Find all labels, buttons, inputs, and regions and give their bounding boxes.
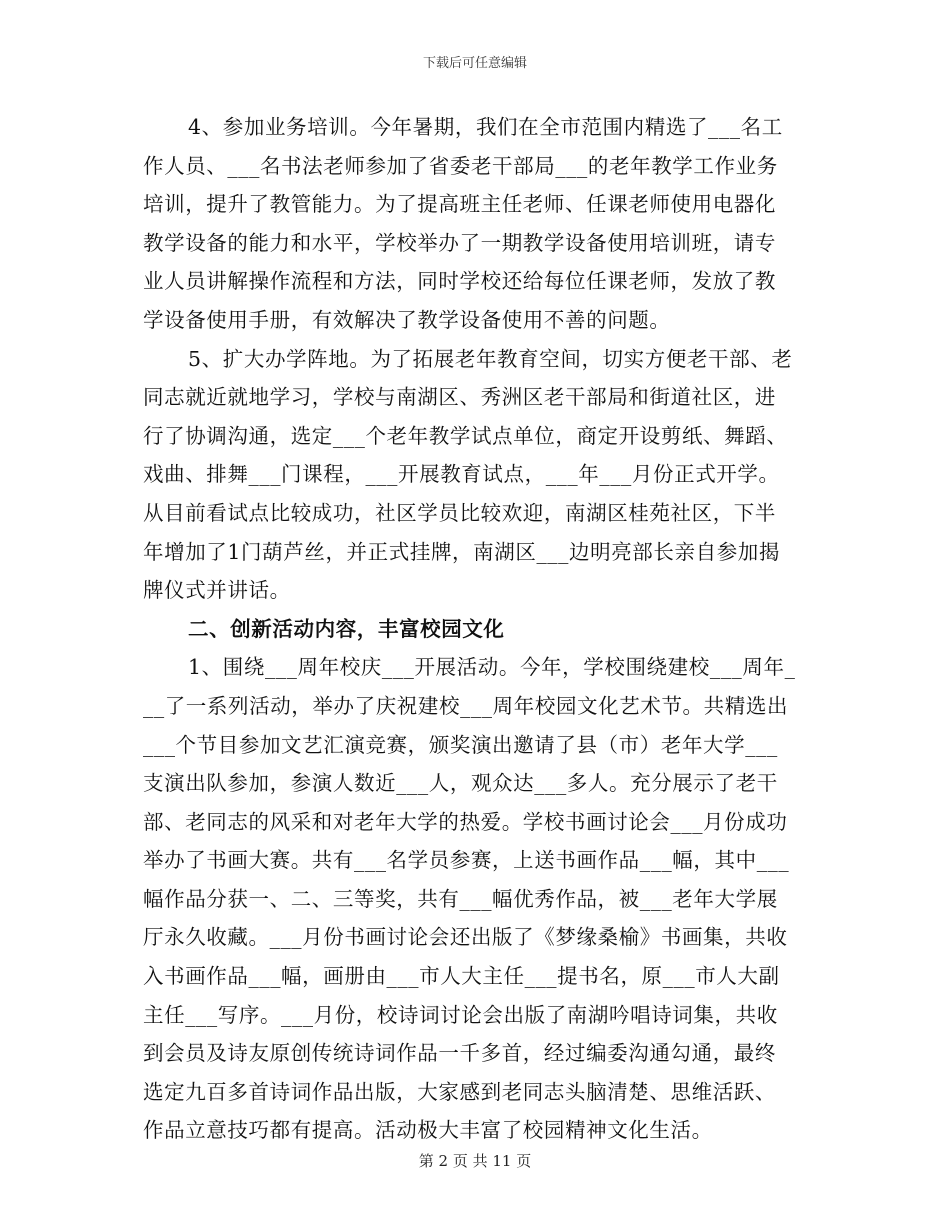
paragraph-line: 培训，提升了教管能力。为了提高班主任老师、任课老师使用电器化	[143, 192, 776, 217]
paragraph-line: 入书画作品___幅，画册由___市人大主任___提书名，原___市人大副	[143, 964, 780, 989]
paragraph-line: 1、围绕___周年校庆___开展活动。今年，学校围绕建校___周年_	[188, 655, 796, 680]
paragraph-line: 行了协调沟通，选定___个老年教学试点单位，商定开设剪纸、舞蹈、	[143, 423, 788, 448]
paragraph-line: 牌仪式并讲话。	[143, 578, 291, 603]
paragraph-line: __了一系列活动，举办了庆祝建校___周年校园文化艺术节。共精选出	[143, 693, 789, 718]
paragraph-line: 举办了书画大赛。共有___名学员参赛，上送书画作品___幅，其中___	[143, 848, 790, 873]
paragraph-line: 主任___写序。___月份，校诗词讨论会出版了南湖吟唱诗词集，共收	[143, 1002, 778, 1027]
paragraph-line: 选定九百多首诗词作品出版，大家感到老同志头脑清楚、思维活跃、	[143, 1079, 776, 1104]
page-footer: 第 2 页 共 11 页	[418, 1152, 532, 1170]
paragraph-line: 幅作品分获一、二、三等奖，共有___幅优秀作品，被___老年大学展	[143, 886, 778, 911]
paragraph-line: 学设备使用手册，有效解决了教学设备使用不善的问题。	[143, 307, 671, 332]
page-header: 下载后可任意编辑	[422, 56, 527, 71]
document-body	[143, 108, 807, 1150]
paragraph-line: 同志就近就地学习，学校与南湖区、秀洲区老干部局和街道社区，进	[143, 385, 776, 410]
paragraph-line: 到会员及诗友原创传统诗词作品一千多首，经过编委沟通勾通，最终	[143, 1041, 776, 1066]
paragraph-line: 4、参加业务培训。今年暑期，我们在全市范围内精选了___名工	[188, 115, 783, 139]
paragraph-line: 作人员、___名书法老师参加了省委老干部局___的老年教学工作业务	[143, 153, 778, 178]
paragraph-line: 从目前看试点比较成功，社区学员比较欢迎，南湖区桂苑社区，下半	[143, 500, 776, 525]
paragraph-line: 5、扩大办学阵地。为了拓展老年教育空间，切实方便老干部、老	[188, 346, 793, 371]
paragraph-line: 年增加了1门葫芦丝，并正式挂牌，南湖区___边明亮部长亲自参加揭	[143, 539, 780, 564]
paragraph-line: 业人员讲解操作流程和方法，同时学校还给每位任课老师，发放了教	[143, 269, 776, 294]
paragraph-line: 厅永久收藏。___月份书画讨论会还出版了《梦缘桑榆》书画集，共收	[143, 925, 788, 950]
paragraph-line: ___个节目参加文艺汇演竞赛，颁奖演出邀请了县（市）老年大学___	[143, 732, 778, 757]
paragraph-line: 作品立意技巧都有提高。活动极大丰富了校园精神文化生活。	[143, 1118, 713, 1143]
paragraph-line: 支演出队参加，参演人数近___人，观众达___多人。充分展示了老干	[143, 771, 778, 796]
paragraph-line: 教学设备的能力和水平，学校举办了一期教学设备使用培训班，请专	[143, 230, 776, 255]
paragraph-line: 部、老同志的风采和对老年大学的热爱。学校书画讨论会___月份成功	[143, 809, 788, 834]
section-heading: 二、创新活动内容，丰富校园文化	[188, 616, 505, 641]
paragraph-line: 戏曲、排舞___门课程，___开展教育试点，___年___月份正式开学。	[143, 462, 780, 487]
